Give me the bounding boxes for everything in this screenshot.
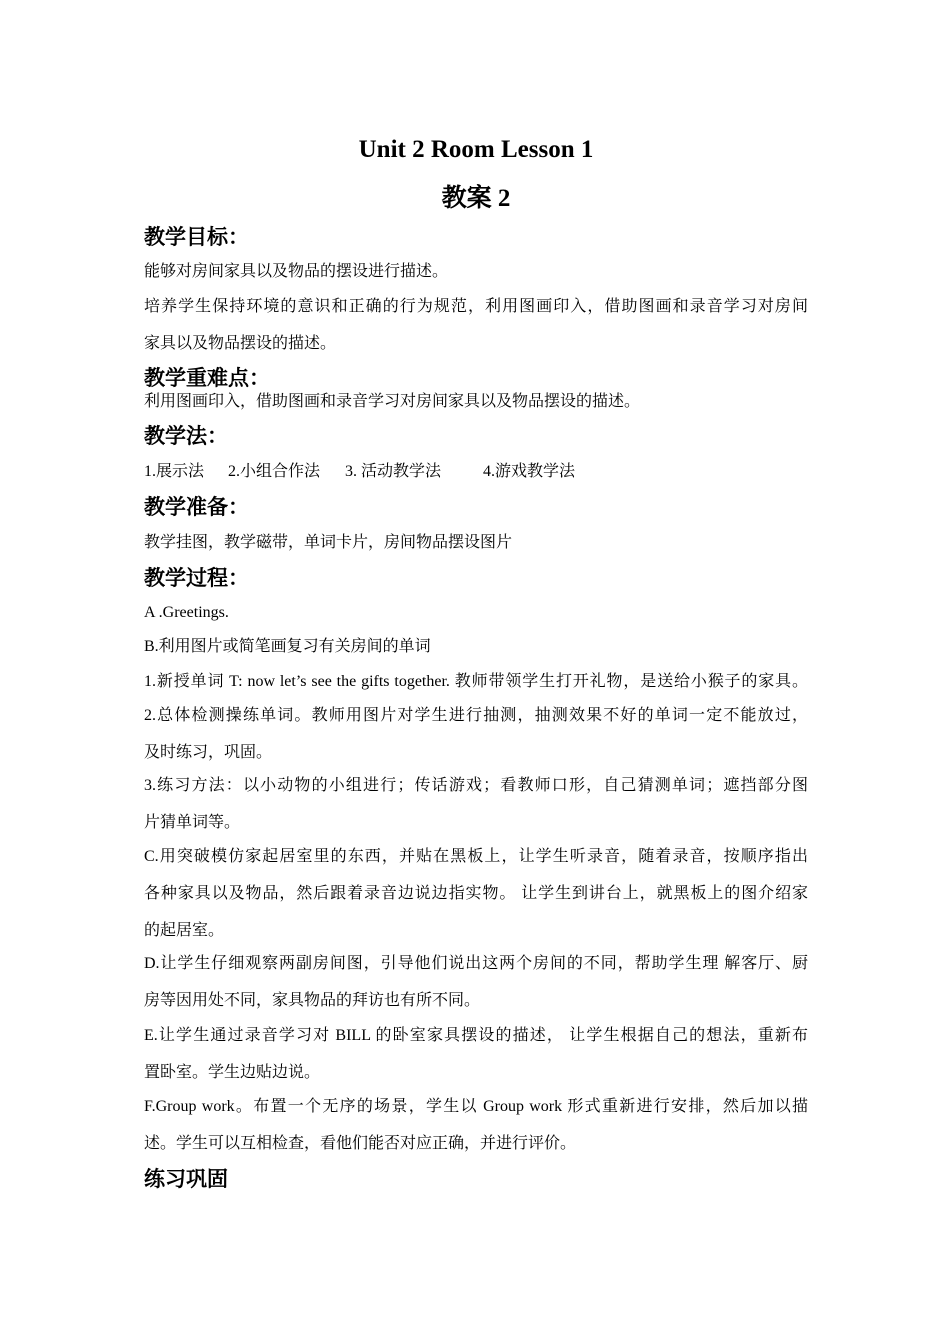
methods-list: [144, 462, 808, 482]
process-line: 2.总体检测操练单词。教师用图片对学生进行抽测，抽测效果不好的单词一定不能放过，: [144, 707, 808, 724]
process-line: 3.练习方法：以小动物的小组进行；传话游戏；看教师口形，自己猜测单词；遮挡部分图: [144, 777, 808, 794]
process-line: 及时练习，巩固。: [144, 744, 273, 761]
document-title: Unit 2 Room Lesson 1: [358, 136, 594, 163]
method-item: 3. 活动教学法: [345, 463, 442, 480]
process-line: 房等因用处不同，家具物品的拜访也有所不同。: [144, 992, 481, 1009]
methods-heading: 教学法：: [144, 424, 228, 448]
document-page: [144, 0, 808, 1344]
objectives-heading: 教学目标：: [144, 225, 249, 249]
key-points-heading: 教学重难点：: [144, 366, 270, 390]
objectives-line-2: 培养学生保持环境的意识和正确的行为规范，利用图画印入，借助图画和录音学习对房间: [144, 298, 808, 315]
process-line: 的起居室。: [144, 922, 225, 939]
method-item: 2.小组合作法: [228, 463, 321, 480]
process-line: F.Group work。布置一个无序的场景，学生以 Group work 形式重新进行安排，然后加以描: [144, 1098, 808, 1115]
process-line: C.用突破模仿家起居室里的东西，并贴在黑板上，让学生听录音，随着录音，按顺序指出: [144, 848, 808, 865]
preparation-heading: 教学准备：: [144, 495, 249, 519]
process-line: 述。学生可以互相检查，看他们能否对应正确，并进行评价。: [144, 1135, 577, 1152]
process-heading: 教学过程：: [144, 566, 249, 590]
process-line: 片猜单词等。: [144, 814, 241, 831]
process-line: A .Greetings.: [144, 604, 229, 621]
preparation-line-1: 教学挂图，教学磁带，单词卡片，房间物品摆设图片: [144, 534, 513, 551]
process-line: B.利用图片或简笔画复习有关房间的单词: [144, 638, 431, 655]
document-subtitle: 教案 2: [441, 185, 511, 212]
objectives-line-1: 能够对房间家具以及物品的摆设进行描述。: [144, 263, 449, 280]
process-line: 1.新授单词 T: now let’s see the gifts together. 教师带领学生打开礼物，是送给小猴子的家具。: [144, 673, 808, 690]
key-points-line-1: 利用图画印入，借助图画和录音学习对房间家具以及物品摆设的描述。: [144, 393, 641, 410]
objectives-line-3: 家具以及物品摆设的描述。: [144, 335, 337, 352]
method-item: 4.游戏教学法: [483, 463, 576, 480]
process-line: 各种家具以及物品，然后跟着录音边说边指实物。 让学生到讲台上，就黑板上的图介绍家: [144, 885, 808, 902]
process-line: 置卧室。学生边贴边说。: [144, 1064, 321, 1081]
practice-heading: 练习巩固: [144, 1167, 228, 1191]
process-line: E.让学生通过录音学习对 BILL 的卧室家具摆设的描述， 让学生根据自己的想法，重新布: [144, 1027, 808, 1044]
process-line: D.让学生仔细观察两副房间图，引导他们说出这两个房间的不同，帮助学生理 解客厅、厨: [144, 955, 808, 972]
method-item: 1.展示法: [144, 463, 205, 480]
